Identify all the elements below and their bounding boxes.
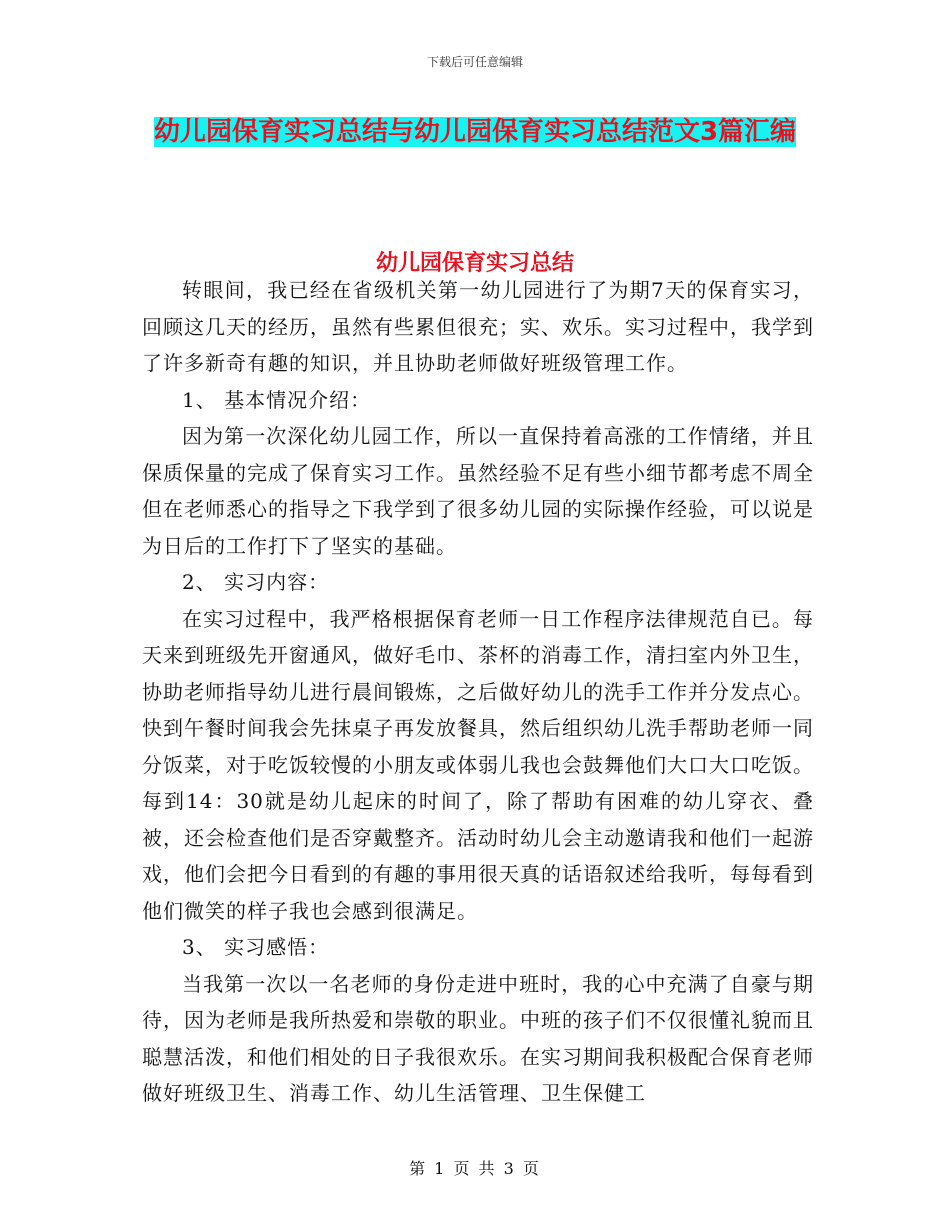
document-title (140, 110, 810, 154)
paragraph: 因为第一次深化幼儿园工作，所以一直保持着高涨的工作情绪，并且保质保量的完成了保育实习工作。虽然经验不足有些小细节都考虑不周全但在老师悉心的指导之下我学到了很多幼儿园的实际操作经验，可以说是为日后的工作打下了坚实的基础。 (142, 424, 814, 558)
numbered-heading: 3、 实习感悟： (182, 935, 330, 959)
page-footer: 第 1 页 共 3 页 (409, 1159, 541, 1178)
section-heading: 幼儿园保育实习总结 (375, 251, 574, 276)
numbered-heading: 2、 实习内容： (182, 570, 330, 594)
title-highlight: 幼儿园保育实习总结与幼儿园保育实习总结范文3篇汇编 (153, 117, 797, 147)
numbered-heading: 1、 基本情况介绍： (182, 387, 372, 412)
paragraph: 在实习过程中，我严格根据保育老师一日工作程序法律规范自已。每天来到班级先开窗通风，做好毛巾、茶杯的消毒工作，清扫室内外卫生，协助老师指导幼儿进行晨间锻炼，之后做好幼儿的洗手工作并分发点心。快到午餐时间我会先抹桌子再发放餐具，然后组织幼儿洗手帮助老师一同分饭菜，对于吃饭较慢的小朋友或体弱儿我也会鼓舞他们大口大口吃饭。每到14：30就是幼儿起床的时间了，除了帮助有困难的幼儿穿衣、叠被，还会检查他们是否穿戴整齐。活动时幼儿会主动邀请我和他们一起游戏，他们会把今日看到的有趣的事用很天真的话语叙述给我听，每每看到他们微笑的样子我也会感到很满足。 (142, 606, 814, 923)
paragraph: 当我第一次以一名老师的身份走进中班时，我的心中充满了自豪与期待，因为老师是我所热爱和崇敬的职业。中班的孩子们不仅很懂礼貌而且聪慧活泼，和他们相处的日子我很欢乐。在实习期间我积极配合保育老师做好班级卫生、消毒工作、幼儿生活管理、卫生保健工 (142, 971, 814, 1105)
header-note: 下载后可任意编辑 (426, 55, 523, 69)
body-text (142, 272, 814, 1112)
paragraph: 转眼间，我已经在省级机关第一幼儿园进行了为期7天的保育实习，回顾这几天的经历，虽然有些累但很充；实、欢乐。实习过程中，我学到了许多新奇有趣的知识，并且协助老师做好班级管理工作。 (142, 278, 814, 375)
